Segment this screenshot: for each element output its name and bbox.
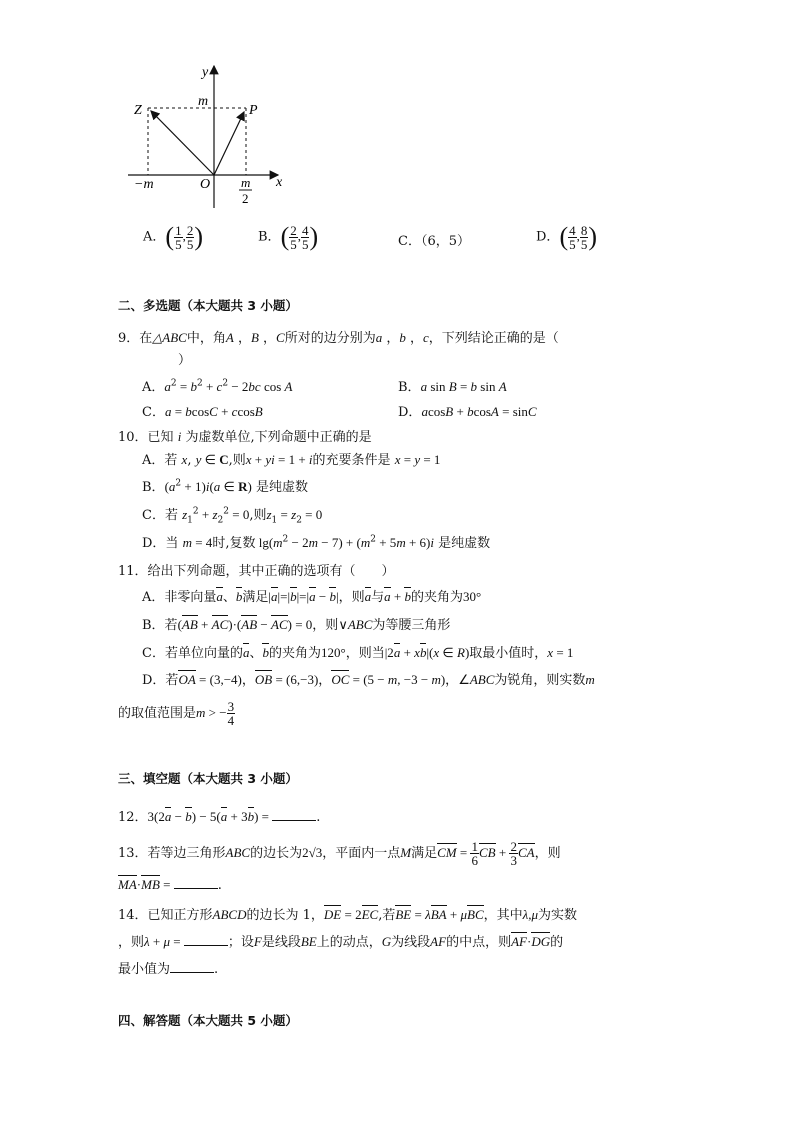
coordinate-figure <box>128 60 298 210</box>
q8-option-D: D．( $\frac{4}{5}$ , $\frac{8}{5}$ ) <box>536 222 598 252</box>
q14-answer-blank-2[interactable] <box>170 962 214 973</box>
q12: 12．3(2a − b) − 5(a + 3b) = . <box>118 809 321 825</box>
q11-stem: 11．给出下列命题，其中正确的选项有（ ） <box>118 564 395 579</box>
q10-option-B: B．$(a^2 + 1)i(a$ ∈ R) 是纯虚数 <box>142 478 308 495</box>
q11-option-C: C．若单位向量的a、b的夹角为120°，则当|2a + xb|(x ∈ R)取最小值时，x = 1 <box>142 645 574 661</box>
q10-option-A: A．若 x, y ∈ C,则x + yi = 1 + i的充要条件是 x = y = 1 <box>142 452 441 468</box>
q11-option-A: A．非零向量a、b满足|a|=|b|=|a − b|，则a与a + b的夹角为30° <box>142 589 482 605</box>
label-P: P <box>249 103 258 118</box>
label-neg-m: −m <box>134 177 154 192</box>
q8-option-A: A．( $\frac{1}{5}$ , $\frac{2}{5}$ ) <box>143 222 203 252</box>
section-title-solution: 四、解答题（本大题共 5 小题） <box>118 1013 298 1028</box>
q14-answer-blank-1[interactable] <box>184 935 228 946</box>
q10-option-C: C．若 $z_1^2 + z_2^2 = 0$,则$z_1 = z_2 = 0$ <box>142 506 323 526</box>
q13-answer-blank[interactable] <box>174 878 218 889</box>
q11-option-D: D．若OA = (3,−4)，OB = (6,−3)，OC = (5 − m, −3 − m)，∠ABC为锐角，则实数m <box>142 672 595 688</box>
q9-option-D: D．acosB + bcosA = sinC <box>398 404 537 420</box>
q8-option-B: B．( $\frac{2}{5}$ , $\frac{4}{5}$ ) <box>258 222 319 252</box>
section-title-multi-choice: 二、多选题（本大题共 3 小题） <box>118 298 298 313</box>
q9-option-C: C．a = bcosC + ccosB <box>142 404 263 420</box>
q14-line3: 最小值为 . <box>118 962 219 977</box>
q9-option-B: B．a sin B = b sin A <box>398 379 507 395</box>
label-x: x <box>276 175 283 190</box>
label-y: y <box>202 65 209 80</box>
q10-stem: 10．已知 i 为虚数单位,下列命题中正确的是 <box>118 429 372 445</box>
q10-option-D: D．当 m = 4时,复数 $\lg(m^2 - 2m - 7) + (m^2 + 5m + 6)i$ 是纯虚数 <box>142 534 491 551</box>
vector-OP <box>214 112 244 175</box>
label-half-num: m <box>241 175 251 190</box>
vector-OZ <box>151 111 214 175</box>
q11-option-B: B．若(AB + AC)·(AB − AC) = 0，则∨ABC为等腰三角形 <box>142 617 451 633</box>
label-O: O <box>200 177 211 192</box>
q13-line2: MA·MB = . <box>118 877 222 893</box>
label-m: m <box>198 94 209 109</box>
q9-stem: 9．在△ABC中，角A ，B ，C所对的边分别为a ，b ，c，下列结论正确的是（ <box>118 330 559 346</box>
q14-line2: ，则λ + μ = ；设F是线段BE上的动点，G为线段AF的中点，则AF·DG的 <box>118 934 564 950</box>
label-Z: Z <box>134 103 142 118</box>
q9-stem-line2: ） <box>178 353 192 368</box>
q13-line1: 13．若等边三角形ABC的边长为2√3，平面内一点M满足CM = $\frac{1}{6}$ CB + $\frac{2}{3}$ CA，则 <box>118 839 561 868</box>
section-title-fill-blank: 三、填空题（本大题共 3 小题） <box>118 771 298 786</box>
q8-option-C: C．（6，5） <box>398 234 470 249</box>
label-half-den: 2 <box>242 191 249 206</box>
q14-line1: 14．已知正方形ABCD的边长为 1，DE = 2EC,若BE = λBA + μBC，其中λ,μ为实数 <box>118 907 578 923</box>
q12-answer-blank[interactable] <box>272 810 316 821</box>
q9-option-A: A．$a^2 = b^2 + c^2 - 2bc$ cos A <box>142 378 293 395</box>
q11-option-D-line2: 的取值范围是m > − $\frac{3}{4}$ <box>118 699 235 728</box>
